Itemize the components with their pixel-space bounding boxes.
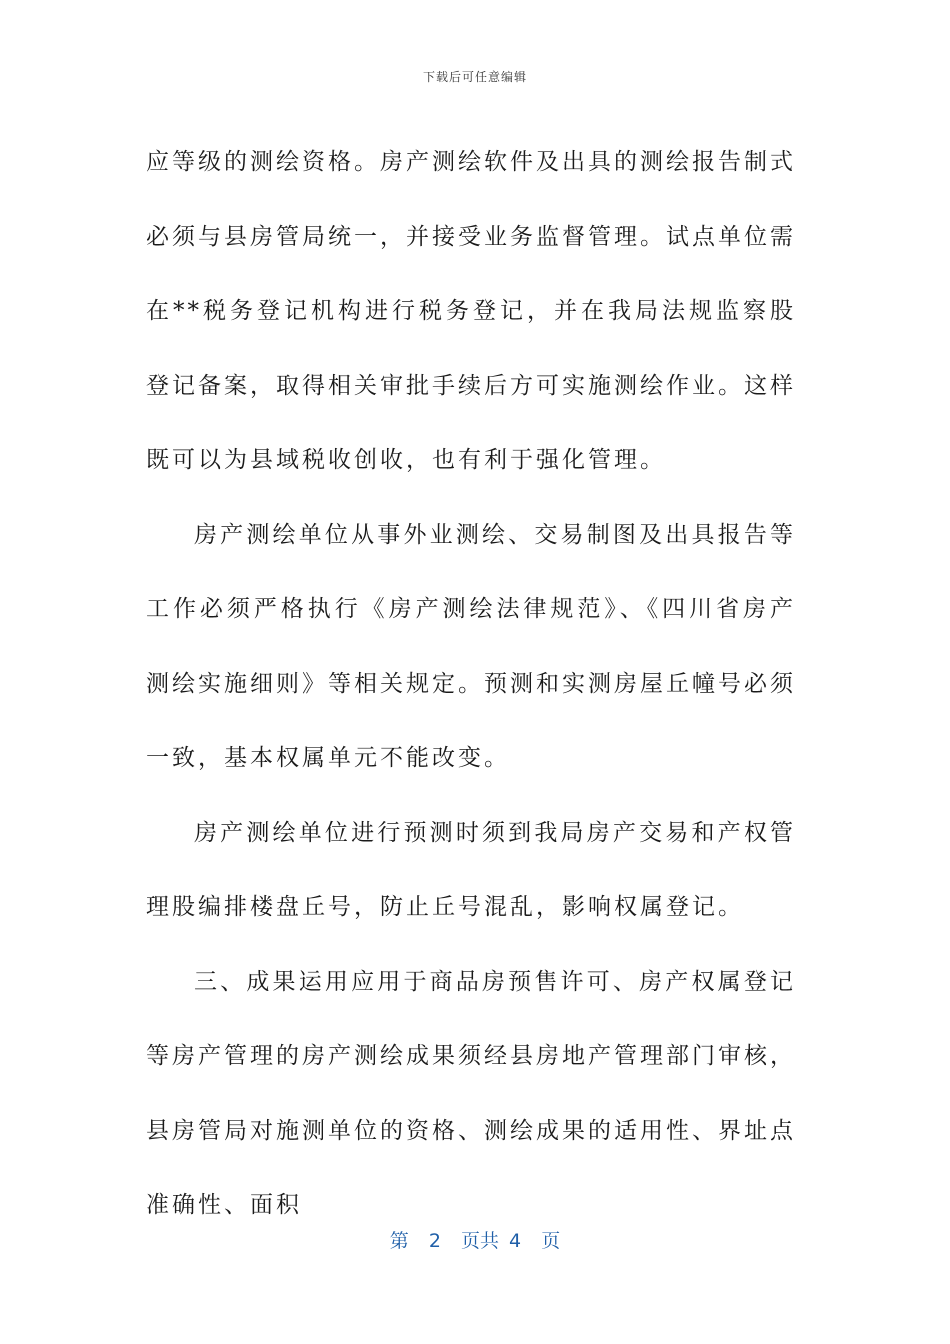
page-number-text: 第 2 页共 4 页: [389, 1230, 561, 1252]
paragraph-results-application: 三、成果运用应用于商品房预售许可、房产权属登记等房产管理的房产测绘成果须经县房地产管理部门审核，县房管局对施测单位的资格、测绘成果的适用性、界址点准确性、面积: [146, 968, 796, 1218]
page-header: 下载后可任意编辑: [422, 70, 527, 84]
paragraph-presurvey-numbering: 房产测绘单位进行预测时须到我局房产交易和产权管理股编排楼盘丘号，防止丘号混乱，影响权属登记。: [146, 819, 796, 920]
paragraph-continuation: 应等级的测绘资格。房产测绘软件及出具的测绘报告制式必须与县房管局统一，并接受业务监督管理。试点单位需在**税务登记机构进行税务登记，并在我局法规监察股登记备案，取得相关审批手续后方可实施测绘作业。这样既可以为县域税收创收，也有利于强化管理。: [146, 149, 796, 473]
document-body: [146, 125, 796, 1243]
page-number-footer: [0, 1226, 950, 1253]
paragraph-surveying-standards: 房产测绘单位从事外业测绘、交易制图及出具报告等工作必须严格执行《房产测绘法律规范》、《四川省房产测绘实施细则》等相关规定。预测和实测房屋丘幢号必须一致，基本权属单元不能改变。: [146, 521, 796, 771]
